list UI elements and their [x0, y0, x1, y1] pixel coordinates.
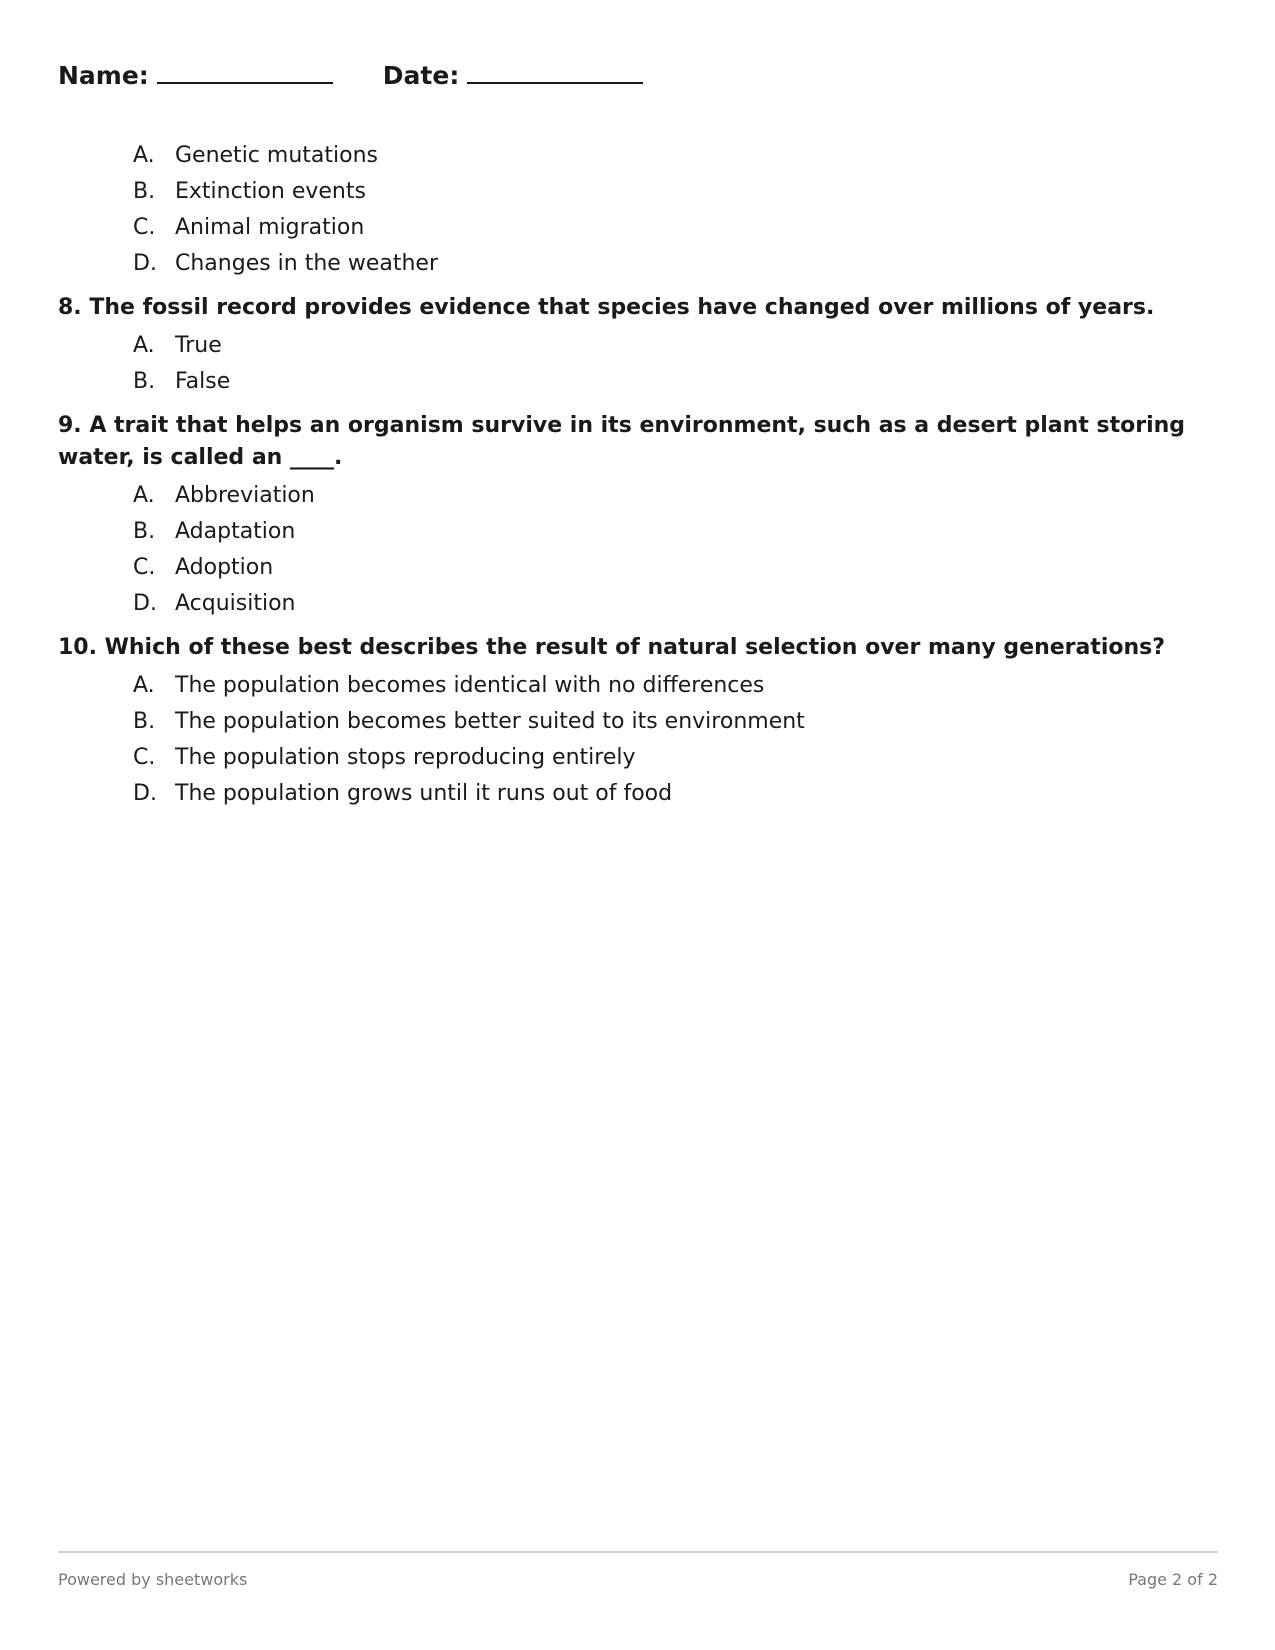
option-item [133, 328, 1218, 364]
option-text: Acquisition [175, 591, 296, 616]
option-letter: C. [133, 555, 156, 580]
option-item [133, 246, 1218, 282]
question-9-options [58, 478, 1218, 622]
question-10-block [58, 632, 1218, 812]
date-label: Date: [382, 61, 460, 90]
worksheet-content [58, 138, 1218, 822]
option-text: Changes in the weather [175, 251, 438, 276]
option-item [133, 704, 1218, 740]
option-text: The population becomes better suited to its environment [175, 709, 805, 734]
question-8-options [58, 328, 1218, 400]
option-item [133, 364, 1218, 400]
option-text: Extinction events [175, 179, 366, 204]
option-item [133, 550, 1218, 586]
option-letter: B. [133, 709, 156, 734]
question-9-prompt: 9. A trait that helps an organism survive in its environment, such as a desert plant storing water, is called an ____. [58, 413, 1186, 470]
page-footer [58, 1570, 1218, 1589]
option-item [133, 776, 1218, 812]
option-letter: D. [133, 251, 157, 276]
option-letter: B. [133, 369, 156, 394]
option-item [133, 668, 1218, 704]
name-field [58, 58, 333, 90]
option-letter: C. [133, 745, 156, 770]
option-text: Animal migration [175, 215, 365, 240]
carryover-options-list [58, 138, 1218, 282]
option-letter: A. [133, 483, 155, 508]
option-text: Abbreviation [175, 483, 315, 508]
date-field [383, 58, 644, 90]
option-item [133, 514, 1218, 550]
option-item [133, 586, 1218, 622]
option-letter: B. [133, 519, 156, 544]
option-item [133, 210, 1218, 246]
option-item [133, 478, 1218, 514]
option-text: True [175, 333, 222, 358]
name-blank-line [157, 58, 333, 84]
option-letter: D. [133, 781, 157, 806]
carryover-question-block [58, 138, 1218, 282]
option-letter: A. [133, 333, 155, 358]
powered-by-text: Powered by sheetworks [58, 1570, 248, 1589]
option-text: Genetic mutations [175, 143, 378, 168]
option-text: Adoption [175, 555, 274, 580]
footer-divider [58, 1551, 1218, 1553]
option-letter: D. [133, 591, 157, 616]
name-label: Name: [58, 61, 149, 90]
option-text: Adaptation [175, 519, 296, 544]
question-10-options [58, 668, 1218, 812]
page-indicator: Page 2 of 2 [1128, 1570, 1218, 1589]
option-item [133, 740, 1218, 776]
option-text: The population stops reproducing entirely [175, 745, 636, 770]
worksheet-header [58, 58, 643, 90]
date-blank-line [467, 58, 643, 84]
option-letter: A. [133, 143, 155, 168]
option-text: False [175, 369, 231, 394]
option-item [133, 138, 1218, 174]
question-8-prompt: 8. The fossil record provides evidence that species have changed over millions of years. [58, 295, 1155, 320]
option-letter: B. [133, 179, 156, 204]
question-8-block [58, 292, 1218, 400]
option-text: The population grows until it runs out of food [175, 781, 673, 806]
question-10-prompt: 10. Which of these best describes the result of natural selection over many generations? [58, 635, 1166, 660]
option-letter: C. [133, 215, 156, 240]
option-text: The population becomes identical with no differences [175, 673, 765, 698]
option-letter: A. [133, 673, 155, 698]
option-item [133, 174, 1218, 210]
question-9-block [58, 410, 1218, 622]
